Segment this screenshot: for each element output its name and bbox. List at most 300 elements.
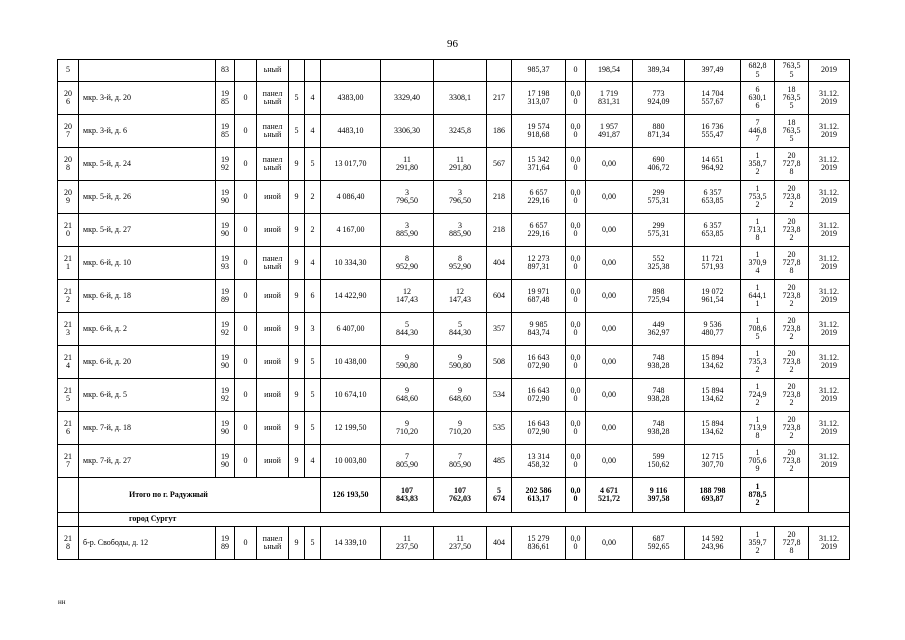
table-cell: 552 325,38 xyxy=(633,247,685,280)
table-row xyxy=(58,379,850,412)
footer-mark: нн xyxy=(58,598,66,606)
table-cell: 1 753,5 2 xyxy=(741,181,775,214)
table-cell: 3 796,50 xyxy=(434,181,487,214)
table-cell: 21 3 xyxy=(58,313,79,346)
table-cell: мкр. 7-й, д. 27 xyxy=(79,445,216,478)
table-cell: 19 92 xyxy=(216,313,235,346)
table-cell: 299 575,31 xyxy=(633,181,685,214)
table-cell: 19 90 xyxy=(216,445,235,478)
table-cell: панел ьный xyxy=(257,148,289,181)
table-cell: б-р. Свободы, д. 12 xyxy=(79,527,216,560)
table-cell: 4 167,00 xyxy=(321,214,381,247)
table-cell: 9 xyxy=(289,214,305,247)
table-cell: иной xyxy=(257,445,289,478)
table-cell: панел ьный xyxy=(257,247,289,280)
table-cell: 5 xyxy=(289,82,305,115)
table-cell: 20 727,8 8 xyxy=(775,247,809,280)
table-cell: 508 xyxy=(487,346,512,379)
table-cell: 20 8 xyxy=(58,148,79,181)
table-cell: 83 xyxy=(216,60,235,82)
table-cell: 19 072 961,54 xyxy=(685,280,741,313)
table-cell: 4 086,40 xyxy=(321,181,381,214)
table-cell: 11 237,50 xyxy=(434,527,487,560)
table-cell xyxy=(487,60,512,82)
table-cell: 12 715 307,70 xyxy=(685,445,741,478)
table-cell: 17 198 313,07 xyxy=(512,82,566,115)
table-cell: 1 705,6 9 xyxy=(741,445,775,478)
table-cell: 0,0 0 xyxy=(566,214,586,247)
table-cell: 485 xyxy=(487,445,512,478)
table-cell: 1 644,1 1 xyxy=(741,280,775,313)
table-cell: 20 727,8 8 xyxy=(775,148,809,181)
table-cell: 20 723,8 2 xyxy=(775,181,809,214)
table-cell: 682,8 5 xyxy=(741,60,775,82)
table-cell: 4 xyxy=(305,445,321,478)
table-cell: 31.12. 2019 xyxy=(809,346,850,379)
table-cell: 0,0 0 xyxy=(566,181,586,214)
table-cell: 0 xyxy=(235,346,257,379)
table-cell: 19 85 xyxy=(216,82,235,115)
table-cell: 3245,8 xyxy=(434,115,487,148)
table-cell: 4383,00 xyxy=(321,82,381,115)
table-cell: 5 xyxy=(58,60,79,82)
table-cell: 10 334,30 xyxy=(321,247,381,280)
table-cell: 397,49 xyxy=(685,60,741,82)
table-cell: 11 291,80 xyxy=(381,148,434,181)
table-cell: 748 938,28 xyxy=(633,412,685,445)
table-cell: 0,0 0 xyxy=(566,379,586,412)
table-cell: 0 xyxy=(235,313,257,346)
table-cell: 0,00 xyxy=(586,527,633,560)
table-cell: мкр. 6-й, д. 10 xyxy=(79,247,216,280)
table-cell: 0,0 0 xyxy=(566,82,586,115)
table-cell: 188 798 693,87 xyxy=(685,478,741,513)
table-cell: 20 723,8 2 xyxy=(775,445,809,478)
table-cell: 20 723,8 2 xyxy=(775,379,809,412)
table-cell: 13 017,70 xyxy=(321,148,381,181)
table-row xyxy=(58,82,850,115)
table-cell: 9 648,60 xyxy=(434,379,487,412)
table-cell: 6 630,1 6 xyxy=(741,82,775,115)
table-cell: 1 358,7 2 xyxy=(741,148,775,181)
table-cell: 19 574 918,68 xyxy=(512,115,566,148)
table-cell xyxy=(305,60,321,82)
table-cell xyxy=(58,478,79,513)
table-cell: 19 89 xyxy=(216,280,235,313)
table-cell: 19 971 687,48 xyxy=(512,280,566,313)
table-cell: мкр. 5-й, д. 24 xyxy=(79,148,216,181)
table-cell: 9 116 397,58 xyxy=(633,478,685,513)
table-cell: 31.12. 2019 xyxy=(809,313,850,346)
table-cell: 6 657 229,16 xyxy=(512,181,566,214)
table-cell: 0,00 xyxy=(586,247,633,280)
table-cell: 31.12. 2019 xyxy=(809,214,850,247)
table-cell: 14 592 243,96 xyxy=(685,527,741,560)
table-cell: 18 763,5 5 xyxy=(775,82,809,115)
table-cell: 1 724,9 2 xyxy=(741,379,775,412)
table-cell: 9 590,80 xyxy=(381,346,434,379)
table-cell: 7 805,90 xyxy=(434,445,487,478)
table-cell: 14 651 964,92 xyxy=(685,148,741,181)
table-cell: 3 xyxy=(305,313,321,346)
table-cell: 687 592,65 xyxy=(633,527,685,560)
table-cell: 567 xyxy=(487,148,512,181)
table-cell: 6 xyxy=(305,280,321,313)
table-cell: 1 708,6 5 xyxy=(741,313,775,346)
table-cell: 3329,40 xyxy=(381,82,434,115)
table-cell: 9 xyxy=(289,527,305,560)
table-cell: 20 7 xyxy=(58,115,79,148)
table-cell: 9 xyxy=(289,346,305,379)
table-cell: 0,00 xyxy=(586,313,633,346)
table-cell xyxy=(289,60,305,82)
table-cell: 5 xyxy=(305,412,321,445)
table-cell: 2019 xyxy=(809,60,850,82)
table-cell: 1 370,9 4 xyxy=(741,247,775,280)
table-cell: 12 147,43 xyxy=(381,280,434,313)
table-cell: 31.12. 2019 xyxy=(809,280,850,313)
table-cell: 0,00 xyxy=(586,280,633,313)
table-cell: мкр. 5-й, д. 26 xyxy=(79,181,216,214)
table-cell: 20 723,8 2 xyxy=(775,214,809,247)
table-cell: 7 446,8 7 xyxy=(741,115,775,148)
table-cell: иной xyxy=(257,214,289,247)
table-cell: 19 90 xyxy=(216,214,235,247)
table-cell: 9 536 480,77 xyxy=(685,313,741,346)
table-cell: 6 357 653,85 xyxy=(685,214,741,247)
housing-repair-table xyxy=(57,59,850,560)
table-cell: 21 8 xyxy=(58,527,79,560)
table-cell xyxy=(235,60,257,82)
table-row xyxy=(58,60,850,82)
table-cell: 19 92 xyxy=(216,379,235,412)
table-row xyxy=(58,148,850,181)
table-cell: 12 273 897,31 xyxy=(512,247,566,280)
table-cell: иной xyxy=(257,379,289,412)
table-cell: 19 92 xyxy=(216,148,235,181)
table-cell: 599 150,62 xyxy=(633,445,685,478)
table-cell: 6 357 653,85 xyxy=(685,181,741,214)
table-cell: 9 710,20 xyxy=(434,412,487,445)
section-row xyxy=(58,513,850,527)
table-cell: 5 xyxy=(289,115,305,148)
table-cell: панел ьный xyxy=(257,527,289,560)
table-cell: 20 6 xyxy=(58,82,79,115)
table-cell: 9 xyxy=(289,181,305,214)
table-cell: 0 xyxy=(235,412,257,445)
table-cell xyxy=(434,60,487,82)
table-cell: 3306,30 xyxy=(381,115,434,148)
table-cell: город Сургут xyxy=(79,513,850,527)
table-cell xyxy=(381,60,434,82)
table-cell: 21 6 xyxy=(58,412,79,445)
table-cell: 202 586 613,17 xyxy=(512,478,566,513)
table-cell: 107 843,83 xyxy=(381,478,434,513)
table-cell: 404 xyxy=(487,527,512,560)
table-cell: 9 xyxy=(289,445,305,478)
table-cell: 535 xyxy=(487,412,512,445)
table-cell: 0 xyxy=(235,280,257,313)
table-cell: 4483,10 xyxy=(321,115,381,148)
table-cell: 1 713,1 8 xyxy=(741,214,775,247)
table-cell: 3308,1 xyxy=(434,82,487,115)
table-cell: 0,0 0 xyxy=(566,445,586,478)
table-cell: 15 894 134,62 xyxy=(685,346,741,379)
table-cell: 19 90 xyxy=(216,412,235,445)
table-cell: 898 725,94 xyxy=(633,280,685,313)
table-cell: 9 xyxy=(289,379,305,412)
table-cell: 15 894 134,62 xyxy=(685,412,741,445)
table-cell: 9 985 843,74 xyxy=(512,313,566,346)
table-cell: мкр. 6-й, д. 5 xyxy=(79,379,216,412)
table-cell: 18 763,5 5 xyxy=(775,115,809,148)
table-cell: иной xyxy=(257,412,289,445)
table-cell: 5 674 xyxy=(487,478,512,513)
table-cell: 19 93 xyxy=(216,247,235,280)
table-cell: 14 339,10 xyxy=(321,527,381,560)
total-row xyxy=(58,478,850,513)
table-cell: 5 xyxy=(305,379,321,412)
table-cell: 0 xyxy=(235,148,257,181)
table-cell: 0,0 0 xyxy=(566,247,586,280)
table-cell: 0 xyxy=(235,214,257,247)
table-cell: 0 xyxy=(235,82,257,115)
table-cell: 6 407,00 xyxy=(321,313,381,346)
table-cell: 9 648,60 xyxy=(381,379,434,412)
table-cell: 14 422,90 xyxy=(321,280,381,313)
table-cell: 19 90 xyxy=(216,346,235,379)
table-cell: 21 4 xyxy=(58,346,79,379)
table-cell: 10 438,00 xyxy=(321,346,381,379)
table-cell: 0 xyxy=(235,445,257,478)
table-cell: 31.12. 2019 xyxy=(809,379,850,412)
table-cell: панел ьный xyxy=(257,82,289,115)
table-cell: 5 xyxy=(305,148,321,181)
table-cell: 218 xyxy=(487,214,512,247)
table-cell: 11 291,80 xyxy=(434,148,487,181)
table-row xyxy=(58,346,850,379)
table-cell: 9 xyxy=(289,313,305,346)
table-cell: 186 xyxy=(487,115,512,148)
table-cell: 0,0 0 xyxy=(566,313,586,346)
table-cell: 21 5 xyxy=(58,379,79,412)
table-cell: 9 xyxy=(289,280,305,313)
table-cell: 0,0 0 xyxy=(566,148,586,181)
table-cell: Итого по г. Радужный xyxy=(79,478,321,513)
table-cell: 3 885,90 xyxy=(434,214,487,247)
table-cell: 21 7 xyxy=(58,445,79,478)
table-cell: 12 147,43 xyxy=(434,280,487,313)
table-cell: 20 723,8 2 xyxy=(775,412,809,445)
table-cell: 3 885,90 xyxy=(381,214,434,247)
table-cell: 0 xyxy=(235,379,257,412)
table-cell: 6 657 229,16 xyxy=(512,214,566,247)
table-cell: 15 342 371,64 xyxy=(512,148,566,181)
table-cell: 763,5 5 xyxy=(775,60,809,82)
table-cell: 0,0 0 xyxy=(566,115,586,148)
table-cell: 31.12. 2019 xyxy=(809,115,850,148)
table-cell: 0 xyxy=(235,181,257,214)
table-cell: 31.12. 2019 xyxy=(809,82,850,115)
table-cell: 9 xyxy=(289,148,305,181)
table-cell: 198,54 xyxy=(586,60,633,82)
table-cell: 20 723,8 2 xyxy=(775,346,809,379)
table-cell: 217 xyxy=(487,82,512,115)
table-cell: 20 727,8 8 xyxy=(775,527,809,560)
table-cell: 5 xyxy=(305,346,321,379)
table-row xyxy=(58,115,850,148)
table-cell: 0,00 xyxy=(586,181,633,214)
table-cell: мкр. 6-й, д. 18 xyxy=(79,280,216,313)
table-cell: 19 85 xyxy=(216,115,235,148)
table-cell: 748 938,28 xyxy=(633,346,685,379)
table-cell: 11 721 571,93 xyxy=(685,247,741,280)
table-cell: 16 643 072,90 xyxy=(512,412,566,445)
table-cell: 604 xyxy=(487,280,512,313)
table-cell: 1 719 831,31 xyxy=(586,82,633,115)
table-cell: 404 xyxy=(487,247,512,280)
table-cell: 107 762,03 xyxy=(434,478,487,513)
table-cell: мкр. 3-й, д. 6 xyxy=(79,115,216,148)
table-cell: 389,34 xyxy=(633,60,685,82)
table-cell: 16 643 072,90 xyxy=(512,379,566,412)
table-cell: 2 xyxy=(305,214,321,247)
table-row xyxy=(58,181,850,214)
table-cell: иной xyxy=(257,346,289,379)
table-cell: 1 957 491,87 xyxy=(586,115,633,148)
table-cell: 15 279 836,61 xyxy=(512,527,566,560)
table-cell: 4 xyxy=(305,247,321,280)
table-cell: мкр. 6-й, д. 20 xyxy=(79,346,216,379)
table-cell: 5 844,30 xyxy=(434,313,487,346)
table-cell: 9 xyxy=(289,412,305,445)
table-cell: мкр. 5-й, д. 27 xyxy=(79,214,216,247)
table-cell: 31.12. 2019 xyxy=(809,148,850,181)
table-cell: 0,00 xyxy=(586,214,633,247)
table-cell: 11 237,50 xyxy=(381,527,434,560)
table-cell: 19 89 xyxy=(216,527,235,560)
table-cell: 0,00 xyxy=(586,148,633,181)
table-cell: 0,00 xyxy=(586,412,633,445)
table-cell: 5 844,30 xyxy=(381,313,434,346)
table-cell: 31.12. 2019 xyxy=(809,527,850,560)
table-cell: 31.12. 2019 xyxy=(809,247,850,280)
table-cell: 0,0 0 xyxy=(566,280,586,313)
table-cell: 21 0 xyxy=(58,214,79,247)
table-cell: 20 9 xyxy=(58,181,79,214)
table-cell: 218 xyxy=(487,181,512,214)
table-cell: 12 199,50 xyxy=(321,412,381,445)
table-cell: 10 003,80 xyxy=(321,445,381,478)
table-cell: 0,0 0 xyxy=(566,478,586,513)
table-cell: 31.12. 2019 xyxy=(809,181,850,214)
table-cell: 20 723,8 2 xyxy=(775,313,809,346)
table-cell: 31.12. 2019 xyxy=(809,412,850,445)
table-cell: 534 xyxy=(487,379,512,412)
table-cell: 0 xyxy=(235,527,257,560)
table-cell xyxy=(321,60,381,82)
table-row xyxy=(58,214,850,247)
table-cell: 10 674,10 xyxy=(321,379,381,412)
table-cell: 3 796,50 xyxy=(381,181,434,214)
table-cell xyxy=(775,478,809,513)
table-cell: 0 xyxy=(235,115,257,148)
table-cell: 19 90 xyxy=(216,181,235,214)
page-number: 96 xyxy=(447,38,458,50)
table-cell: 13 314 458,32 xyxy=(512,445,566,478)
table-cell: 0,0 0 xyxy=(566,412,586,445)
table-cell xyxy=(58,513,79,527)
table-cell: 16 643 072,90 xyxy=(512,346,566,379)
table-cell: 126 193,50 xyxy=(321,478,381,513)
table-cell: 9 xyxy=(289,247,305,280)
table-cell: 15 894 134,62 xyxy=(685,379,741,412)
table-cell: 880 871,34 xyxy=(633,115,685,148)
table-row xyxy=(58,445,850,478)
table-cell: 14 704 557,67 xyxy=(685,82,741,115)
table-cell xyxy=(79,60,216,82)
table-cell: 21 1 xyxy=(58,247,79,280)
table-row xyxy=(58,247,850,280)
table-cell: мкр. 6-й, д. 2 xyxy=(79,313,216,346)
table-cell: 8 952,90 xyxy=(434,247,487,280)
table-cell: 0 xyxy=(566,60,586,82)
table-cell: 1 735,3 2 xyxy=(741,346,775,379)
table-cell: 0,0 0 xyxy=(566,527,586,560)
table-cell: 9 710,20 xyxy=(381,412,434,445)
table-row xyxy=(58,313,850,346)
table-cell: 1 713,9 8 xyxy=(741,412,775,445)
table-cell: 449 362,97 xyxy=(633,313,685,346)
table-cell: 0,0 0 xyxy=(566,346,586,379)
table-cell: ьный xyxy=(257,60,289,82)
table-row xyxy=(58,527,850,560)
table-cell: 2 xyxy=(305,181,321,214)
table-cell: 357 xyxy=(487,313,512,346)
table-cell: 985,37 xyxy=(512,60,566,82)
table-cell: панел ьный xyxy=(257,115,289,148)
table-row xyxy=(58,280,850,313)
table-cell: 20 723,8 2 xyxy=(775,280,809,313)
table-cell: 9 590,80 xyxy=(434,346,487,379)
table-cell: 16 736 555,47 xyxy=(685,115,741,148)
table-cell: 1 359,7 2 xyxy=(741,527,775,560)
table-cell: 4 xyxy=(305,115,321,148)
table-cell: иной xyxy=(257,280,289,313)
table-cell: 1 878,5 2 xyxy=(741,478,775,513)
table-cell: 0,00 xyxy=(586,379,633,412)
table-cell: 21 2 xyxy=(58,280,79,313)
table-cell: мкр. 3-й, д. 20 xyxy=(79,82,216,115)
table-cell: 0,00 xyxy=(586,445,633,478)
table-cell: 8 952,90 xyxy=(381,247,434,280)
table-cell: мкр. 7-й, д. 18 xyxy=(79,412,216,445)
table-cell: 4 671 521,72 xyxy=(586,478,633,513)
table-cell: 31.12. 2019 xyxy=(809,445,850,478)
table-cell: 773 924,09 xyxy=(633,82,685,115)
table-cell: 5 xyxy=(305,527,321,560)
table-cell: 7 805,90 xyxy=(381,445,434,478)
table-cell: 0 xyxy=(235,247,257,280)
table-cell: 690 406,72 xyxy=(633,148,685,181)
table-cell xyxy=(809,478,850,513)
table-cell: 4 xyxy=(305,82,321,115)
table-cell: иной xyxy=(257,181,289,214)
table-cell: 299 575,31 xyxy=(633,214,685,247)
table-row xyxy=(58,412,850,445)
table-cell: 0,00 xyxy=(586,346,633,379)
table-cell: иной xyxy=(257,313,289,346)
